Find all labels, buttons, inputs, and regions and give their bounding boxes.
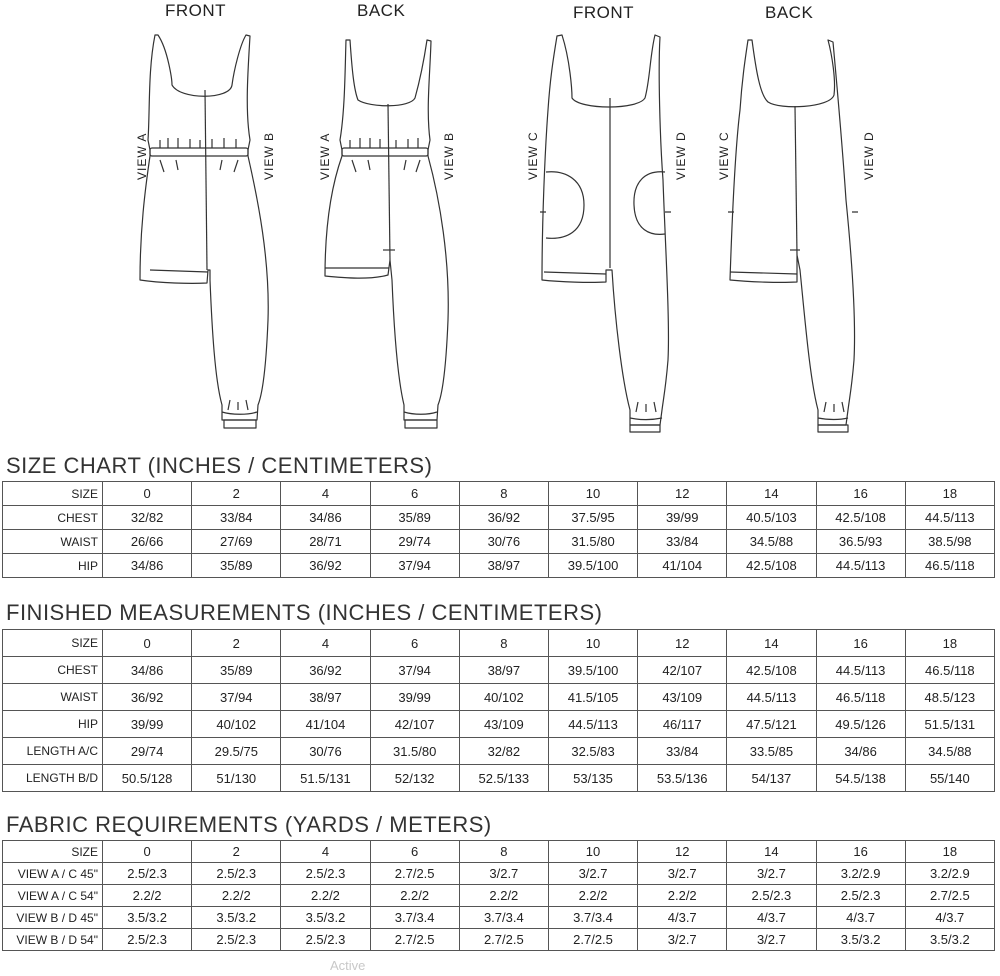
table-cell: 47.5/121	[727, 711, 816, 738]
table-cell: 37/94	[192, 684, 281, 711]
table-cell: 42.5/108	[816, 506, 905, 530]
table-cell: 4/3.7	[727, 907, 816, 929]
table-cell: 51.5/131	[281, 765, 370, 792]
view-c-label-2: VIEW C	[717, 131, 731, 180]
table-cell: 32/82	[103, 506, 192, 530]
row-label-cell: HIP	[3, 554, 103, 578]
table-cell: 2.5/2.3	[192, 863, 281, 885]
front-view-cd-drawing	[540, 35, 671, 432]
table-cell: 4/3.7	[816, 907, 905, 929]
garment-illustrations	[0, 0, 1000, 445]
size-chart-title: SIZE CHART (INCHES / CENTIMETERS)	[6, 453, 433, 478]
size-header-cell: 8	[459, 482, 548, 506]
table-cell: 2.5/2.3	[103, 863, 192, 885]
size-header-cell: 16	[816, 841, 905, 863]
jumpsuit-drawings	[0, 0, 1000, 445]
table-cell: 3/2.7	[548, 863, 637, 885]
table-cell: 2.7/2.5	[548, 929, 637, 951]
row-label-cell: LENGTH B/D	[3, 765, 103, 792]
table-cell: 39/99	[370, 684, 459, 711]
table-cell: 3.7/3.4	[548, 907, 637, 929]
table-cell: 40.5/103	[727, 506, 816, 530]
table-cell: 55/140	[905, 765, 994, 792]
table-cell: 35/89	[192, 554, 281, 578]
table-cell: 44.5/113	[905, 506, 994, 530]
size-header-cell: 12	[638, 482, 727, 506]
table-cell: 46.5/118	[905, 657, 994, 684]
size-header-cell: 2	[192, 630, 281, 657]
table-cell: 52/132	[370, 765, 459, 792]
table-cell: 36/92	[459, 506, 548, 530]
table-cell: 40/102	[459, 684, 548, 711]
size-header-cell: 16	[816, 482, 905, 506]
back-view-cd-drawing	[728, 40, 858, 432]
table-row	[3, 506, 995, 530]
size-label-cell: SIZE	[3, 841, 103, 863]
table-cell: 32/82	[459, 738, 548, 765]
header-back-2: BACK	[765, 3, 814, 22]
table-cell: 37.5/95	[548, 506, 637, 530]
header-front-1: FRONT	[165, 1, 227, 20]
row-label-cell: CHEST	[3, 506, 103, 530]
table-row	[3, 929, 995, 951]
table-cell: 34.5/88	[727, 530, 816, 554]
view-d-label-1: VIEW D	[674, 131, 688, 180]
table-cell: 31.5/80	[370, 738, 459, 765]
table-cell: 42/107	[370, 711, 459, 738]
row-label-cell: LENGTH A/C	[3, 738, 103, 765]
table-cell: 3/2.7	[459, 863, 548, 885]
table-header-row	[3, 630, 995, 657]
table-cell: 40/102	[192, 711, 281, 738]
table-cell: 34.5/88	[905, 738, 994, 765]
table-cell: 3.7/3.4	[459, 907, 548, 929]
view-b-label-1: VIEW B	[262, 131, 276, 180]
size-header-cell: 0	[103, 482, 192, 506]
row-label-cell: VIEW B / D 45"	[3, 907, 103, 929]
header-back-1: BACK	[357, 1, 406, 20]
table-cell: 30/76	[459, 530, 548, 554]
size-header-cell: 12	[638, 630, 727, 657]
table-cell: 32.5/83	[548, 738, 637, 765]
table-cell: 44.5/113	[548, 711, 637, 738]
size-header-cell: 14	[727, 482, 816, 506]
table-cell: 2.7/2.5	[370, 863, 459, 885]
table-row	[3, 530, 995, 554]
size-header-cell: 18	[905, 630, 994, 657]
table-cell: 2.2/2	[548, 885, 637, 907]
table-cell: 3.5/3.2	[281, 907, 370, 929]
table-cell: 2.2/2	[459, 885, 548, 907]
table-row	[3, 738, 995, 765]
table-row	[3, 711, 995, 738]
size-header-cell: 6	[370, 630, 459, 657]
view-d-label-2: VIEW D	[862, 131, 876, 180]
table-cell: 2.5/2.3	[192, 929, 281, 951]
size-label-cell: SIZE	[3, 482, 103, 506]
row-label-cell: VIEW A / C 54"	[3, 885, 103, 907]
table-cell: 54.5/138	[816, 765, 905, 792]
table-cell: 29.5/75	[192, 738, 281, 765]
table-cell: 41/104	[281, 711, 370, 738]
faint-overlay-text: Active	[330, 958, 366, 973]
table-cell: 46/117	[638, 711, 727, 738]
table-cell: 44.5/113	[816, 554, 905, 578]
table-cell: 2.7/2.5	[905, 885, 994, 907]
table-cell: 39.5/100	[548, 554, 637, 578]
size-header-cell: 4	[281, 482, 370, 506]
table-cell: 34/86	[816, 738, 905, 765]
table-cell: 42/107	[638, 657, 727, 684]
table-cell: 2.5/2.3	[281, 929, 370, 951]
table-row	[3, 885, 995, 907]
table-cell: 3.5/3.2	[816, 929, 905, 951]
table-cell: 3/2.7	[727, 863, 816, 885]
table-row	[3, 765, 995, 792]
size-header-cell: 14	[727, 841, 816, 863]
table-row	[3, 907, 995, 929]
table-cell: 3/2.7	[727, 929, 816, 951]
table-cell: 46.5/118	[816, 684, 905, 711]
size-header-cell: 10	[548, 841, 637, 863]
table-cell: 35/89	[370, 506, 459, 530]
size-header-cell: 6	[370, 841, 459, 863]
row-label-cell: VIEW A / C 45"	[3, 863, 103, 885]
size-label-cell: SIZE	[3, 630, 103, 657]
table-cell: 3.5/3.2	[905, 929, 994, 951]
finished-measurements-title: FINISHED MEASUREMENTS (INCHES / CENTIMETERS)	[6, 600, 603, 625]
size-header-cell: 18	[905, 482, 994, 506]
table-cell: 2.5/2.3	[281, 863, 370, 885]
table-cell: 36.5/93	[816, 530, 905, 554]
table-cell: 3.2/2.9	[905, 863, 994, 885]
table-cell: 49.5/126	[816, 711, 905, 738]
size-header-cell: 0	[103, 630, 192, 657]
table-cell: 36/92	[103, 684, 192, 711]
table-cell: 53.5/136	[638, 765, 727, 792]
table-cell: 3.5/3.2	[192, 907, 281, 929]
table-cell: 41.5/105	[548, 684, 637, 711]
table-header-row	[3, 482, 995, 506]
table-cell: 29/74	[103, 738, 192, 765]
table-cell: 3.2/2.9	[816, 863, 905, 885]
size-header-cell: 18	[905, 841, 994, 863]
table-cell: 3/2.7	[638, 863, 727, 885]
size-header-cell: 8	[459, 630, 548, 657]
table-cell: 43/109	[459, 711, 548, 738]
table-cell: 33/84	[192, 506, 281, 530]
view-c-label-1: VIEW C	[526, 131, 540, 180]
table-row	[3, 684, 995, 711]
table-cell: 34/86	[103, 554, 192, 578]
table-cell: 3.5/3.2	[103, 907, 192, 929]
finished-measurements-table	[2, 629, 995, 792]
table-cell: 44.5/113	[816, 657, 905, 684]
table-cell: 41/104	[638, 554, 727, 578]
table-cell: 39.5/100	[548, 657, 637, 684]
row-label-cell: HIP	[3, 711, 103, 738]
size-header-cell: 4	[281, 630, 370, 657]
table-cell: 27/69	[192, 530, 281, 554]
size-header-cell: 2	[192, 841, 281, 863]
table-cell: 37/94	[370, 554, 459, 578]
fabric-requirements-title: FABRIC REQUIREMENTS (YARDS / METERS)	[6, 812, 492, 837]
size-header-cell: 8	[459, 841, 548, 863]
table-cell: 48.5/123	[905, 684, 994, 711]
table-cell: 36/92	[281, 554, 370, 578]
table-cell: 35/89	[192, 657, 281, 684]
table-cell: 39/99	[103, 711, 192, 738]
size-header-cell: 14	[727, 630, 816, 657]
back-view-ab-drawing	[325, 40, 448, 428]
size-header-cell: 4	[281, 841, 370, 863]
table-cell: 2.2/2	[192, 885, 281, 907]
table-cell: 52.5/133	[459, 765, 548, 792]
header-front-2: FRONT	[573, 3, 635, 22]
table-cell: 2.7/2.5	[459, 929, 548, 951]
view-a-label-1: VIEW A	[135, 132, 149, 180]
row-label-cell: WAIST	[3, 530, 103, 554]
table-cell: 33.5/85	[727, 738, 816, 765]
size-header-cell: 10	[548, 482, 637, 506]
table-row	[3, 657, 995, 684]
table-cell: 53/135	[548, 765, 637, 792]
table-cell: 42.5/108	[727, 657, 816, 684]
table-header-row	[3, 841, 995, 863]
table-cell: 2.2/2	[370, 885, 459, 907]
table-cell: 2.5/2.3	[103, 929, 192, 951]
row-label-cell: VIEW B / D 54"	[3, 929, 103, 951]
table-cell: 37/94	[370, 657, 459, 684]
table-cell: 50.5/128	[103, 765, 192, 792]
table-cell: 2.2/2	[638, 885, 727, 907]
table-cell: 54/137	[727, 765, 816, 792]
table-cell: 43/109	[638, 684, 727, 711]
table-cell: 34/86	[281, 506, 370, 530]
table-cell: 26/66	[103, 530, 192, 554]
view-b-label-2: VIEW B	[442, 131, 456, 180]
table-cell: 46.5/118	[905, 554, 994, 578]
size-header-cell: 2	[192, 482, 281, 506]
view-a-label-2: VIEW A	[318, 132, 332, 180]
table-cell: 4/3.7	[905, 907, 994, 929]
row-label-cell: WAIST	[3, 684, 103, 711]
table-cell: 30/76	[281, 738, 370, 765]
table-cell: 3.7/3.4	[370, 907, 459, 929]
size-chart-table	[2, 481, 995, 578]
table-cell: 34/86	[103, 657, 192, 684]
table-cell: 2.2/2	[103, 885, 192, 907]
table-cell: 38/97	[459, 554, 548, 578]
table-cell: 2.5/2.3	[816, 885, 905, 907]
front-view-ab-drawing	[140, 35, 268, 428]
table-cell: 33/84	[638, 530, 727, 554]
table-cell: 51.5/131	[905, 711, 994, 738]
fabric-requirements-table	[2, 840, 995, 951]
table-cell: 2.2/2	[281, 885, 370, 907]
size-header-cell: 16	[816, 630, 905, 657]
table-cell: 38/97	[459, 657, 548, 684]
table-cell: 2.5/2.3	[727, 885, 816, 907]
table-cell: 42.5/108	[727, 554, 816, 578]
table-cell: 29/74	[370, 530, 459, 554]
table-cell: 3/2.7	[638, 929, 727, 951]
table-cell: 44.5/113	[727, 684, 816, 711]
size-header-cell: 0	[103, 841, 192, 863]
table-row	[3, 554, 995, 578]
table-cell: 39/99	[638, 506, 727, 530]
size-header-cell: 12	[638, 841, 727, 863]
table-row	[3, 863, 995, 885]
table-cell: 38.5/98	[905, 530, 994, 554]
size-header-cell: 6	[370, 482, 459, 506]
table-cell: 38/97	[281, 684, 370, 711]
table-cell: 2.7/2.5	[370, 929, 459, 951]
table-cell: 36/92	[281, 657, 370, 684]
row-label-cell: CHEST	[3, 657, 103, 684]
size-header-cell: 10	[548, 630, 637, 657]
table-cell: 4/3.7	[638, 907, 727, 929]
table-cell: 33/84	[638, 738, 727, 765]
table-cell: 28/71	[281, 530, 370, 554]
table-cell: 51/130	[192, 765, 281, 792]
table-cell: 31.5/80	[548, 530, 637, 554]
